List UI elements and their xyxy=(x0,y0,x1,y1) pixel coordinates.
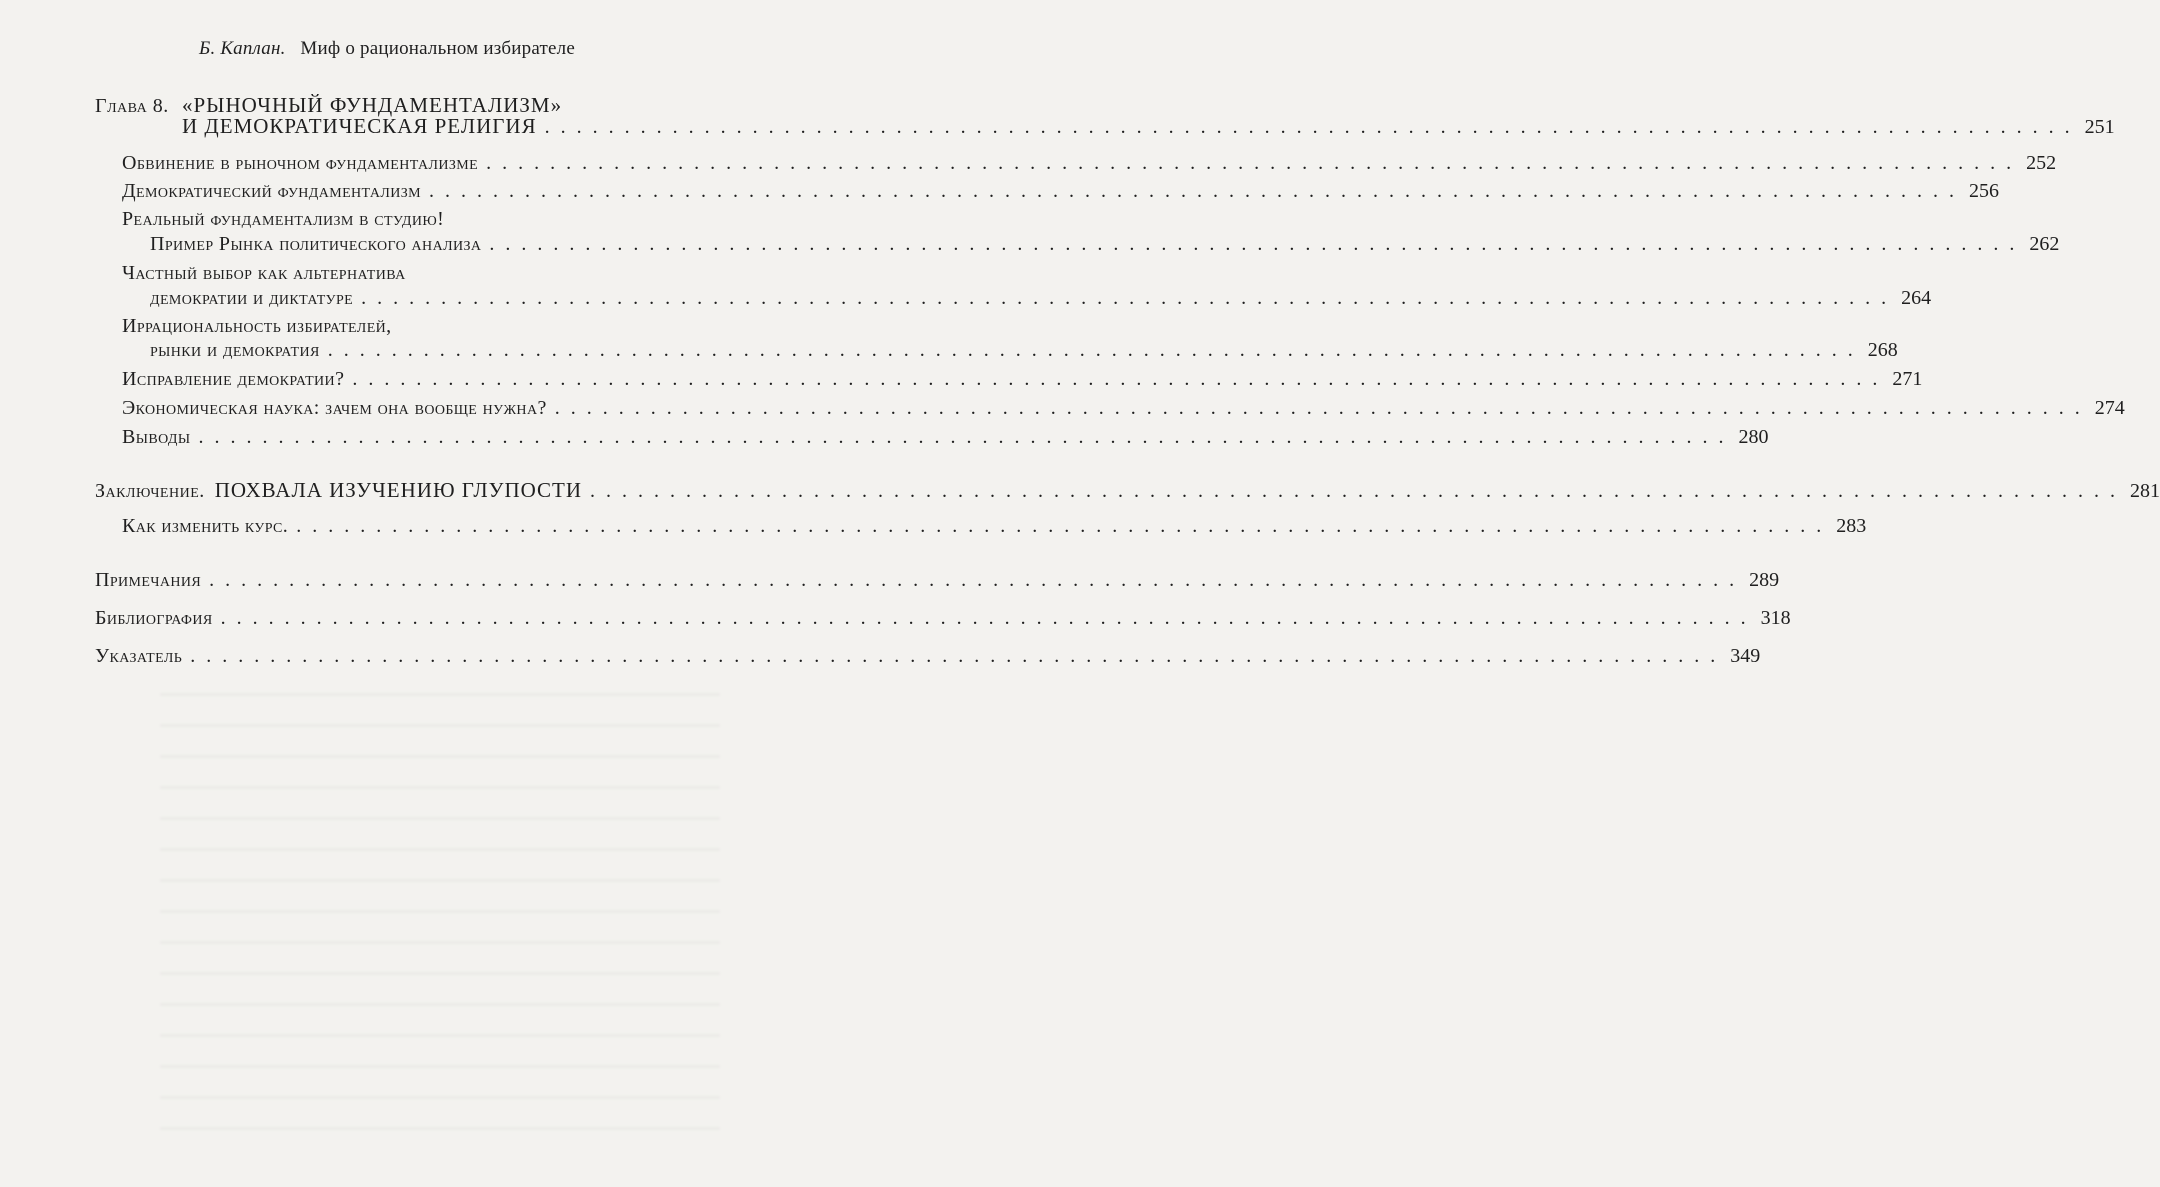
toc-entry[interactable] xyxy=(150,287,1932,310)
toc-entry-chapter8[interactable] xyxy=(182,114,2115,139)
leader-dots: ................................................................................................ xyxy=(296,515,1833,537)
page-number: 264 xyxy=(1901,287,1932,309)
toc-entry-conclusion[interactable] xyxy=(95,478,2160,503)
leader-dots: ................................................................................................ xyxy=(590,480,2127,502)
toc-entry[interactable] xyxy=(122,426,1769,449)
page-number: 271 xyxy=(1892,368,1923,390)
toc-entry[interactable] xyxy=(122,397,2125,420)
page-number: 280 xyxy=(1738,426,1769,448)
conclusion-label: Заключение. xyxy=(95,480,205,502)
toc-entry-index[interactable] xyxy=(95,645,1761,668)
section-title: Исправление демократии? xyxy=(122,368,345,390)
toc-entry[interactable] xyxy=(122,180,1999,203)
page-number: 252 xyxy=(2026,152,2057,174)
chapter-label: Глава 8. xyxy=(95,95,169,117)
section-title-line1: Частный выбор как альтернатива xyxy=(122,262,406,284)
section-title-line2: рынки и демократия xyxy=(150,339,320,361)
page-number: 268 xyxy=(1867,339,1898,361)
toc-entry[interactable] xyxy=(150,233,2060,256)
page-number: 281 xyxy=(2130,480,2160,502)
section-title: Выводы xyxy=(122,426,191,448)
page-number: 349 xyxy=(1730,645,1761,667)
leader-dots: ................................................................................................ xyxy=(190,645,1727,667)
leader-dots: ................................................................................................ xyxy=(429,180,1965,202)
conclusion-title: ПОХВАЛА ИЗУЧЕНИЮ ГЛУПОСТИ xyxy=(214,478,583,502)
toc-entry-bibliography[interactable] xyxy=(95,607,1791,630)
page-number: 251 xyxy=(2084,116,2115,138)
leader-dots: ................................................................................................ xyxy=(554,397,2091,419)
leader-dots: ................................................................................................ xyxy=(361,287,1898,309)
leader-dots: ................................................................................................ xyxy=(209,569,1746,591)
leader-dots: ................................................................................................ xyxy=(198,426,1735,448)
toc-entry-notes[interactable] xyxy=(95,569,1780,592)
show-through-text xyxy=(160,690,720,1130)
section-title: Обвинение в рыночном фундаментализме xyxy=(122,152,479,174)
section-title: Как изменить курс. xyxy=(122,515,289,537)
running-head-author: Б. Каплан. xyxy=(199,38,286,59)
leader-dots: ................................................................................................ xyxy=(352,368,1889,390)
leader-dots: ................................................................................................ xyxy=(489,233,2026,255)
back-matter-title: Указатель xyxy=(95,645,183,667)
page-number: 256 xyxy=(1969,180,1999,202)
section-title-line2: Пример Рынка политического анализа xyxy=(150,233,482,255)
page-number: 274 xyxy=(2094,397,2125,419)
toc-entry[interactable] xyxy=(122,152,2057,175)
page-number: 262 xyxy=(2029,233,2060,255)
page-number: 289 xyxy=(1749,569,1780,591)
section-title-line1: Иррациональность избирателей, xyxy=(122,315,392,337)
toc-entry[interactable] xyxy=(122,368,1923,391)
page-number: 318 xyxy=(1760,607,1791,629)
leader-dots: ................................................................................................ xyxy=(544,116,2081,138)
chapter-title-line2: И ДЕМОКРАТИЧЕСКАЯ РЕЛИГИЯ xyxy=(182,114,537,138)
page-number: 283 xyxy=(1836,515,1867,537)
leader-dots: ................................................................................................ xyxy=(220,607,1757,629)
section-title-line2: демократии и диктатуре xyxy=(150,287,354,309)
chapter-title-line1: «РЫНОЧНЫЙ ФУНДАМЕНТАЛИЗМ» xyxy=(182,93,563,117)
toc-entry[interactable] xyxy=(122,515,1867,538)
section-title-line1: Реальный фундаментализм в студию! xyxy=(122,208,445,230)
section-title: Экономическая наука: зачем она вообще нужна? xyxy=(122,397,547,419)
leader-dots: ................................................................................................ xyxy=(486,152,2023,174)
back-matter-title: Примечания xyxy=(95,569,202,591)
back-matter-title: Библиография xyxy=(95,607,213,629)
section-title: Демократический фундаментализм xyxy=(122,180,421,202)
toc-entry[interactable] xyxy=(150,339,1898,362)
leader-dots: ................................................................................................ xyxy=(327,339,1864,361)
running-head-title: Миф о рациональном избирателе xyxy=(300,38,575,59)
running-head xyxy=(0,38,774,60)
